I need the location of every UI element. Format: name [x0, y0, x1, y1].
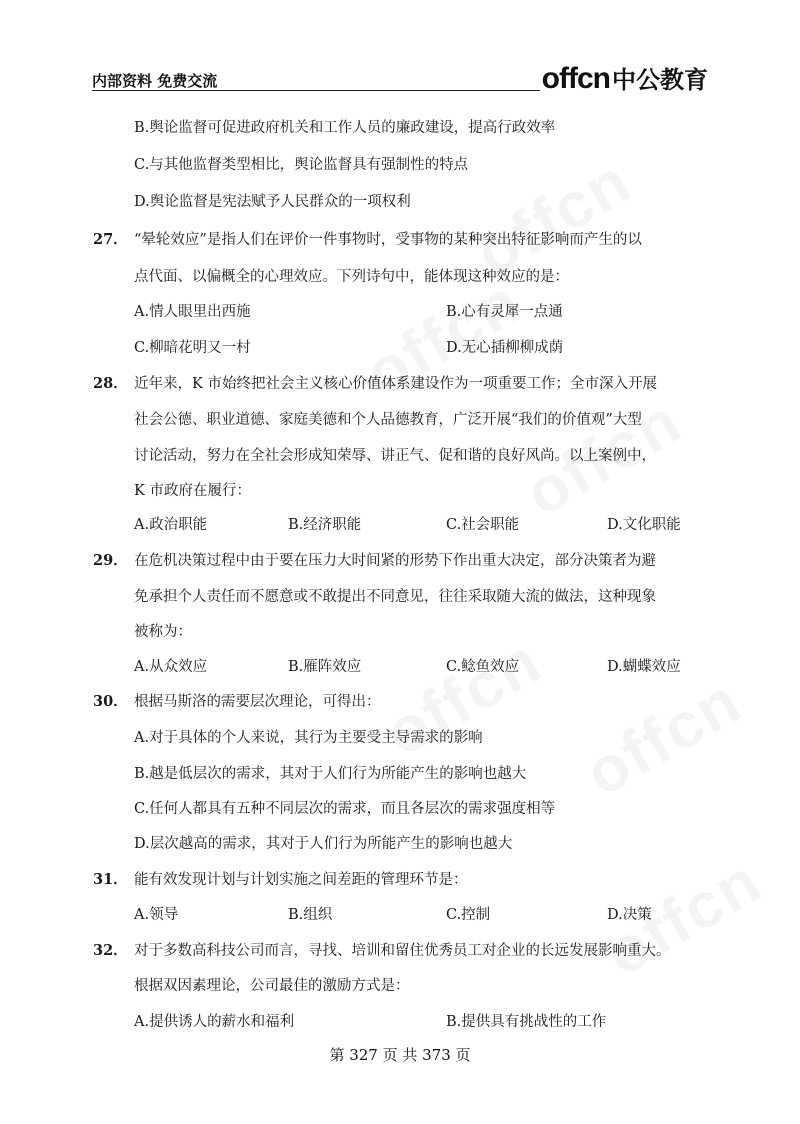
q28-stem-line: 社会公德、职业道德、家庭美德和个人品德教育，广泛开展“我们的价值观”大型 [134, 412, 642, 428]
q28-option-c: C.社会职能 [446, 517, 520, 533]
q29-option-c: C.鲶鱼效应 [446, 659, 520, 675]
q27-number: 27． [93, 231, 128, 248]
logo-text-cn: 中公教育 [612, 66, 708, 94]
q31-number: 31． [93, 871, 128, 888]
q30-option-b: B.越是低层次的需求，其对于人们行为所能产生的影响也越大 [134, 766, 527, 782]
q32-option-a: A.提供诱人的薪水和福利 [134, 1014, 295, 1030]
q28-number: 28． [93, 375, 128, 392]
q31-stem-line: 能有效发现计划与计划实施之间差距的管理环节是： [134, 872, 468, 888]
q30-stem-line: 根据马斯洛的需要层次理论，可得出： [134, 694, 381, 710]
watermark [373, 623, 554, 770]
q27-stem-line: 点代面、以偏概全的心理效应。下列诗句中，能体现这种效应的是： [134, 269, 569, 285]
q29-option-b: B.雁阵效应 [288, 659, 362, 675]
q30-option-d: D.层次越高的需求，其对于人们行为所能产生的影响也越大 [134, 836, 513, 852]
q27-option-a: A.情人眼里出西施 [134, 304, 251, 320]
header-caption: 内部资料 免费交流 [92, 72, 218, 90]
q27-option-c: C.柳暗花明又一村 [134, 340, 251, 356]
q31-option-d: D.决策 [607, 907, 652, 923]
q27-option-b: B.心有灵犀一点通 [446, 304, 563, 320]
q32-stem-line: 根据双因素理论，公司最佳的激励方式是： [134, 978, 410, 994]
page-header [92, 62, 708, 95]
q26-option-b: B.舆论监督可促进政府机关和工作人员的廉政建设，提高行政效率 [134, 120, 556, 136]
q29-number: 29． [93, 552, 128, 569]
q28-stem-line: K 市政府在履行： [134, 483, 251, 499]
q30-number: 30． [93, 693, 128, 710]
header-rule [92, 90, 540, 91]
q32-option-b: B.提供具有挑战性的工作 [446, 1014, 607, 1030]
q29-stem-line: 免承担个人责任而不愿意或不敢提出不同意见，往往采取随大流的做法，这种现象 [134, 589, 656, 605]
q32-stem-line: 对于多数高科技公司而言，寻找、培训和留住优秀员工对企业的长远发展影响重大。 [134, 943, 671, 959]
q29-stem-line: 被称为： [134, 624, 192, 640]
q29-stem-line: 在危机决策过程中由于要在压力大时间紧的形势下作出重大决定，部分决策者为避 [134, 553, 656, 569]
q27-option-d: D.无心插柳柳成荫 [446, 340, 564, 356]
q30-option-c: C.任何人都具有五种不同层次的需求，而且各层次的需求强度相等 [134, 801, 556, 817]
q26-option-d: D.舆论监督是宪法赋予人民群众的一项权利 [134, 194, 411, 210]
q30-option-a: A.对于具体的个人来说，其行为主要受主导需求的影响 [134, 730, 483, 746]
page-number: 第 327 页 共 373 页 [329, 1046, 471, 1064]
q31-option-a: A.领导 [134, 907, 179, 923]
q28-option-b: B.经济职能 [288, 517, 362, 533]
q28-option-a: A.政治职能 [134, 517, 208, 533]
q28-option-d: D.文化职能 [607, 517, 681, 533]
q29-option-a: A.从众效应 [134, 659, 208, 675]
logo-text-en: offcn [541, 62, 610, 95]
q27-stem-line: “晕轮效应”是指人们在评价一件事物时，受事物的某种突出特征影响而产生的以 [134, 232, 642, 248]
q32-number: 32． [93, 942, 128, 959]
q31-option-b: B.组织 [288, 907, 333, 923]
q29-option-d: D.蝴蝶效应 [607, 659, 681, 675]
q28-stem-line: 讨论活动，努力在全社会形成知荣辱、讲正气、促和谐的良好风尚。以上案例中， [134, 448, 656, 464]
q28-stem-line: 近年来，K 市始终把社会主义核心价值体系建设作为一项重要工作；全市深入开展 [134, 376, 657, 392]
watermark [573, 663, 754, 810]
q31-option-c: C.控制 [446, 907, 491, 923]
q26-option-c: C.与其他监督类型相比，舆论监督具有强制性的特点 [134, 157, 469, 173]
offcn-logo [542, 60, 708, 96]
